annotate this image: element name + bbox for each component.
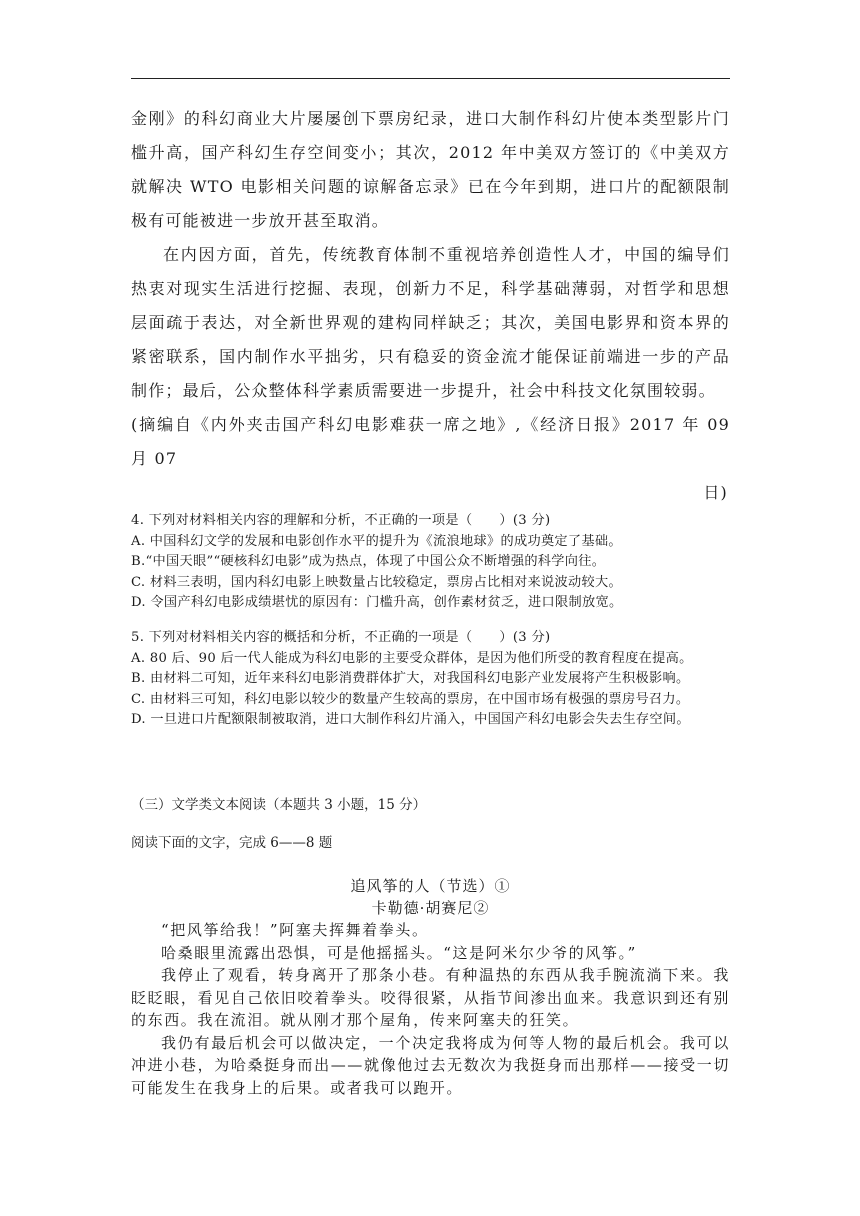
question-5-option-d: D. 一旦进口片配额限制被取消，进口大制作科幻片涌入，中国国产科幻电影会失去生存空间。: [131, 712, 690, 727]
question-5: [131, 628, 730, 731]
header-rule: [131, 78, 730, 79]
story-title: 追风筝的人（节选）①: [350, 877, 511, 895]
essay-paragraph-2: 在内因方面，首先，传统教育体制不重视培养创造性人才，中国的编导们热衷对现实生活进行挖掘、表现，创新力不足，科学基础薄弱，对哲学和思想层面疏于表达，对全新世界观的建构同样缺乏；其次，美国电影界和资本界的紧密联系，国内制作水平拙劣，只有稳妥的资金流才能保证前端进一步的产品制作；最后，公众整体科学素质需要进一步提升，社会中科技文化氛围较弱。: [131, 245, 730, 400]
section-3-instruction: 阅读下面的文字，完成 6——8 题: [131, 835, 333, 851]
question-4: [131, 511, 730, 614]
question-4-option-c: C. 材料三表明，国内科幻电影上映数量占比较稳定，票房占比相对来说波动较大。: [131, 574, 622, 590]
essay-source-citation-end: 日): [703, 483, 728, 502]
question-5-option-c: C. 由材料三可知，科幻电影以较少的数量产生较高的票房，在中国市场有极强的票房号召力。: [131, 691, 690, 707]
question-4-stem: 4. 下列对材料相关内容的理解和分析，不正确的一项是（ ）(3 分): [131, 513, 551, 528]
story-author: 卡勒德·胡赛尼②: [371, 899, 490, 917]
essay-paragraph-1: 金刚》的科幻商业大片屡屡创下票房纪录，进口大制作科幻片使本类型影片门槛升高，国产科幻生存空间变小；其次，2012 年中美双方签订的《中美双方就解决 WTO 电影相关问题的谅解备忘录》已在今年到期，进口片的配额限制极有可能被进一步放开甚至取消。: [131, 109, 730, 230]
question-5-stem: 5. 下列对材料相关内容的概括和分析，不正确的一项是（ ）(3 分): [131, 630, 551, 645]
essay-source-citation: (摘编自《内外夹击国产科幻电影难获一席之地》,《经济日报》2017 年 09 月 07: [131, 415, 730, 468]
story-paragraph-4: 我仍有最后机会可以做决定，一个决定我将成为何等人物的最后机会。我可以冲进小巷，为哈桑挺身而出——就像他过去无数次为我挺身而出那样——接受一切可能发生在我身上的后果。或者我可以跑开。: [131, 1033, 730, 1097]
story-excerpt: [131, 875, 730, 1099]
story-paragraph-3: 我停止了观看，转身离开了那条小巷。有种温热的东西从我手腕流淌下来。我眨眨眼，看见自己依旧咬着拳头。咬得很紧，从指节间渗出血来。我意识到还有别的东西。我在流泪。就从刚才那个屋角，传来阿塞夫的狂笑。: [131, 966, 730, 1029]
question-4-option-d: D. 令国产科幻电影成绩堪忧的原因有：门槛升高，创作素材贫乏，进口限制放宽。: [131, 595, 623, 610]
story-paragraph-1: “把风筝给我！”阿塞夫挥舞着拳头。: [161, 921, 429, 939]
question-4-option-a: A. 中国科幻文学的发展和电影创作水平的提升为《流浪地球》的成功奠定了基础。: [131, 533, 622, 549]
question-5-option-a: A. 80 后、90 后一代人能成为科幻电影的主要受众群体，是因为他们所受的教育程度在提高。: [131, 650, 693, 666]
story-paragraph-2: 哈桑眼里流露出恐惧，可是他摇摇头。“这是阿米尔少爷的风筝。”: [161, 943, 637, 962]
essay-continuation: [131, 102, 730, 510]
question-4-option-b: B.“中国天眼”“硬核科幻电影”成为热点，体现了中国公众不断增强的科学向往。: [131, 554, 606, 569]
question-5-option-b: B. 由材料二可知，近年来科幻电影消费群体扩大，对我国科幻电影产业发展将产生积极影响。: [131, 671, 690, 686]
section-3-heading: （三）文学类文本阅读（本题共 3 小题，15 分）: [131, 797, 427, 813]
